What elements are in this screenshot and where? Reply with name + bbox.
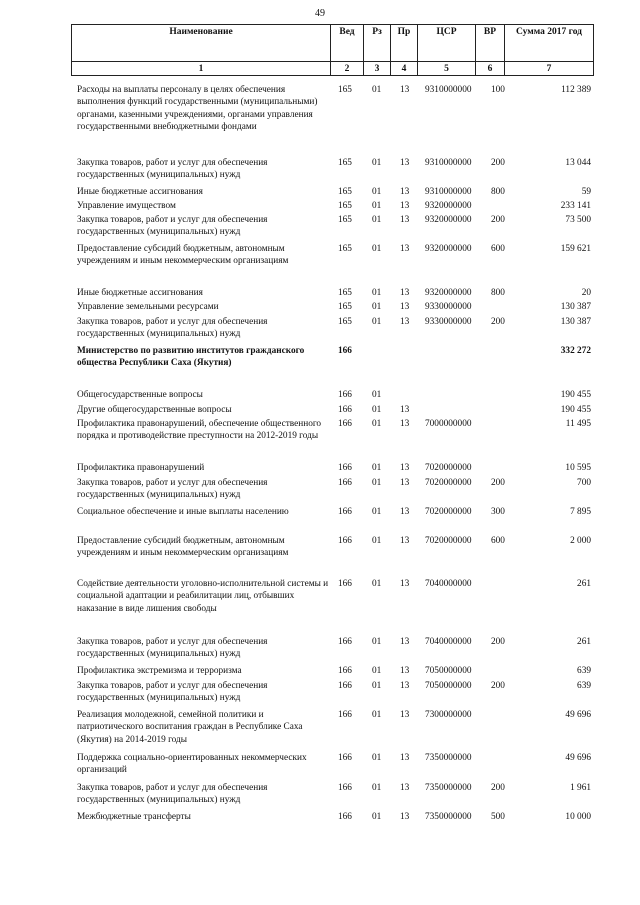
cell-sum: 59 (581, 187, 591, 197)
cell-csr: 7040000000 (425, 637, 472, 647)
cell-name: Министерство по развитию институтов гражданского общества Республики Саха (Якутия) (77, 346, 305, 369)
header-csr: ЦСР (418, 25, 476, 62)
cell-pr: 13 (400, 478, 410, 488)
cell-name: Расходы на выплаты персоналу в целях обеспечения выполнения функций государственными (муниципальными) органами, казенными учреждениями, органами управления государственными внебюджетными фондами (77, 85, 318, 133)
cell-rz: 01 (372, 419, 382, 429)
header-num-3: 3 (364, 62, 391, 76)
cell-ved: 166 (338, 710, 352, 720)
cell-name: Содействие деятельности уголовно-исполнительной системы и социальной адаптации и реабилитации лиц, отбывших наказание в виде лишения свободы (77, 579, 329, 614)
cell-ved: 166 (338, 812, 352, 822)
cell-pr: 13 (400, 302, 410, 312)
cell-rz: 01 (372, 201, 382, 211)
cell-rz: 01 (372, 302, 382, 312)
cell-pr: 13 (400, 710, 410, 720)
cell-pr: 13 (400, 666, 410, 676)
cell-pr: 13 (400, 215, 410, 225)
cell-pr: 13 (400, 579, 410, 589)
cell-name: Управление имуществом (77, 201, 176, 211)
table-header (71, 24, 594, 76)
cell-sum: 20 (581, 288, 591, 298)
cell-sum: 2 000 (570, 536, 591, 546)
header-name: Наименование (72, 25, 331, 62)
cell-sum: 159 621 (560, 244, 591, 254)
cell-rz: 01 (372, 85, 382, 95)
page-number: 49 (315, 8, 325, 19)
cell-rz: 01 (372, 463, 382, 473)
cell-ved: 166 (338, 666, 352, 676)
cell-sum: 332 272 (560, 346, 591, 356)
cell-name: Закупка товаров, работ и услуг для обеспечения государственных (муниципальных) нужд (77, 478, 268, 501)
cell-rz: 01 (372, 637, 382, 647)
cell-name: Закупка товаров, работ и услуг для обеспечения государственных (муниципальных) нужд (77, 783, 268, 806)
cell-pr: 13 (400, 753, 410, 763)
cell-ved: 165 (338, 317, 352, 327)
cell-rz: 01 (372, 288, 382, 298)
cell-pr: 13 (400, 317, 410, 327)
cell-csr: 7040000000 (425, 579, 472, 589)
cell-sum: 639 (577, 666, 591, 676)
cell-name: Профилактика правонарушений, обеспечение общественного порядка и противодействие преступности на 2012-2019 годы (77, 419, 322, 442)
cell-vr: 100 (491, 85, 505, 95)
cell-csr: 7050000000 (425, 681, 472, 691)
cell-csr: 9320000000 (425, 244, 472, 254)
cell-ved: 165 (338, 158, 352, 168)
cell-name: Закупка товаров, работ и услуг для обеспечения государственных (муниципальных) нужд (77, 681, 268, 704)
cell-pr: 13 (400, 419, 410, 429)
cell-sum: 112 389 (561, 85, 591, 95)
cell-name: Закупка товаров, работ и услуг для обеспечения государственных (муниципальных) нужд (77, 158, 268, 181)
cell-rz: 01 (372, 753, 382, 763)
cell-sum: 130 387 (560, 317, 591, 327)
cell-ved: 166 (338, 346, 352, 356)
cell-sum: 639 (577, 681, 591, 691)
header-num-4: 4 (391, 62, 418, 76)
header-num-7: 7 (505, 62, 594, 76)
cell-csr: 9330000000 (425, 317, 472, 327)
cell-ved: 166 (338, 637, 352, 647)
cell-pr: 13 (400, 405, 410, 415)
cell-name: Иные бюджетные ассигнования (77, 288, 203, 298)
header-num-1: 1 (72, 62, 331, 76)
cell-vr: 600 (491, 536, 505, 546)
cell-csr: 9320000000 (425, 215, 472, 225)
cell-rz: 01 (372, 244, 382, 254)
cell-ved: 165 (338, 302, 352, 312)
cell-pr: 13 (400, 244, 410, 254)
cell-pr: 13 (400, 187, 410, 197)
cell-pr: 13 (400, 158, 410, 168)
cell-rz: 01 (372, 783, 382, 793)
cell-pr: 13 (400, 463, 410, 473)
header-rz: Рз (364, 25, 391, 62)
cell-name: Поддержка социально-ориентированных некоммерческих организаций (77, 753, 307, 776)
cell-ved: 166 (338, 405, 352, 415)
cell-ved: 166 (338, 536, 352, 546)
cell-rz: 01 (372, 710, 382, 720)
cell-name: Реализация молодежной, семейной политики и патриотического воспитания граждан в Республике Саха (Якутия) на 2014-2019 годы (77, 710, 303, 745)
cell-pr: 13 (400, 536, 410, 546)
cell-sum: 261 (577, 579, 591, 589)
cell-pr: 13 (400, 201, 410, 211)
header-ved: Вед (331, 25, 364, 62)
cell-csr: 7050000000 (425, 666, 472, 676)
cell-rz: 01 (372, 187, 382, 197)
cell-vr: 200 (491, 783, 505, 793)
cell-pr: 13 (400, 783, 410, 793)
cell-rz: 01 (372, 579, 382, 589)
header-num-2: 2 (331, 62, 364, 76)
cell-csr: 9310000000 (425, 85, 472, 95)
cell-sum: 13 044 (565, 158, 591, 168)
cell-sum: 1 961 (570, 783, 591, 793)
cell-ved: 166 (338, 478, 352, 488)
cell-csr: 9330000000 (425, 302, 472, 312)
cell-sum: 233 141 (560, 201, 591, 211)
cell-rz: 01 (372, 681, 382, 691)
cell-name: Общегосударственные вопросы (77, 390, 203, 400)
cell-rz: 01 (372, 390, 382, 400)
header-num-6: 6 (476, 62, 505, 76)
cell-ved: 165 (338, 288, 352, 298)
cell-sum: 130 387 (560, 302, 591, 312)
cell-ved: 166 (338, 463, 352, 473)
cell-vr: 300 (491, 507, 505, 517)
cell-csr: 7020000000 (425, 507, 472, 517)
cell-ved: 166 (338, 579, 352, 589)
cell-rz: 01 (372, 317, 382, 327)
cell-vr: 600 (491, 244, 505, 254)
cell-vr: 200 (491, 681, 505, 691)
cell-vr: 800 (491, 187, 505, 197)
cell-name: Предоставление субсидий бюджетным, автономным учреждениям и иным некоммерческим организациям (77, 536, 289, 559)
cell-csr: 7020000000 (425, 536, 472, 546)
cell-csr: 9310000000 (425, 158, 472, 168)
cell-name: Закупка товаров, работ и услуг для обеспечения государственных (муниципальных) нужд (77, 215, 268, 238)
cell-csr: 7350000000 (425, 783, 472, 793)
cell-vr: 200 (491, 478, 505, 488)
cell-vr: 200 (491, 158, 505, 168)
header-sum: Сумма 2017 год (505, 25, 594, 62)
cell-ved: 165 (338, 201, 352, 211)
cell-pr: 13 (400, 681, 410, 691)
cell-csr: 7350000000 (425, 812, 472, 822)
cell-ved: 165 (338, 85, 352, 95)
cell-ved: 166 (338, 419, 352, 429)
cell-pr: 13 (400, 288, 410, 298)
cell-csr: 9320000000 (425, 288, 472, 298)
cell-vr: 200 (491, 317, 505, 327)
cell-rz: 01 (372, 478, 382, 488)
cell-csr: 7000000000 (425, 419, 472, 429)
cell-vr: 500 (491, 812, 505, 822)
cell-name: Профилактика правонарушений (77, 463, 205, 473)
cell-name: Профилактика экстремизма и терроризма (77, 666, 242, 676)
cell-sum: 10 000 (565, 812, 591, 822)
cell-csr: 9320000000 (425, 201, 472, 211)
cell-vr: 200 (491, 637, 505, 647)
cell-name: Управление земельными ресурсами (77, 302, 219, 312)
cell-rz: 01 (372, 666, 382, 676)
cell-sum: 49 696 (565, 753, 591, 763)
cell-sum: 49 696 (565, 710, 591, 720)
cell-rz: 01 (372, 812, 382, 822)
cell-csr: 7020000000 (425, 463, 472, 473)
cell-name: Закупка товаров, работ и услуг для обеспечения государственных (муниципальных) нужд (77, 637, 268, 660)
cell-pr: 13 (400, 507, 410, 517)
cell-name: Социальное обеспечение и иные выплаты населению (77, 507, 289, 517)
cell-sum: 190 455 (560, 390, 591, 400)
cell-csr: 9310000000 (425, 187, 472, 197)
cell-sum: 190 455 (560, 405, 591, 415)
cell-ved: 166 (338, 507, 352, 517)
cell-name: Иные бюджетные ассигнования (77, 187, 203, 197)
cell-name: Предоставление субсидий бюджетным, автономным учреждениям и иным некоммерческим организациям (77, 244, 289, 267)
cell-pr: 13 (400, 85, 410, 95)
cell-ved: 166 (338, 681, 352, 691)
cell-sum: 10 595 (565, 463, 591, 473)
cell-pr: 13 (400, 637, 410, 647)
header-vr: ВР (476, 25, 505, 62)
cell-rz: 01 (372, 405, 382, 415)
header-pr: Пр (391, 25, 418, 62)
cell-ved: 166 (338, 390, 352, 400)
cell-sum: 700 (577, 478, 591, 488)
cell-name: Закупка товаров, работ и услуг для обеспечения государственных (муниципальных) нужд (77, 317, 268, 340)
cell-ved: 165 (338, 244, 352, 254)
cell-name: Межбюджетные трансферты (77, 812, 191, 822)
cell-sum: 73 500 (565, 215, 591, 225)
cell-sum: 11 495 (565, 419, 591, 429)
cell-vr: 200 (491, 215, 505, 225)
cell-ved: 166 (338, 783, 352, 793)
cell-ved: 165 (338, 215, 352, 225)
cell-csr: 7350000000 (425, 753, 472, 763)
cell-name: Другие общегосударственные вопросы (77, 405, 232, 415)
cell-csr: 7300000000 (425, 710, 472, 720)
cell-rz: 01 (372, 536, 382, 546)
cell-pr: 13 (400, 812, 410, 822)
cell-rz: 01 (372, 507, 382, 517)
cell-csr: 7020000000 (425, 478, 472, 488)
cell-sum: 261 (577, 637, 591, 647)
cell-vr: 800 (491, 288, 505, 298)
cell-rz: 01 (372, 215, 382, 225)
cell-rz: 01 (372, 158, 382, 168)
cell-ved: 165 (338, 187, 352, 197)
cell-sum: 7 895 (570, 507, 591, 517)
cell-ved: 166 (338, 753, 352, 763)
header-num-5: 5 (418, 62, 476, 76)
